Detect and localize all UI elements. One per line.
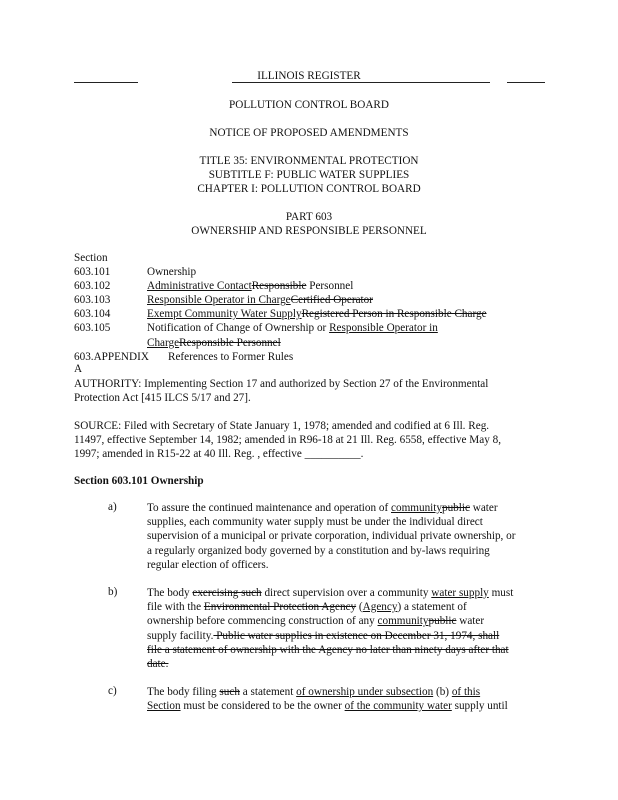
part-number: PART 603 — [285, 211, 333, 223]
toc-heading: Section — [74, 252, 108, 264]
toc-title-segment: Registered Person in Responsible Charge — [301, 308, 487, 321]
register-name: ILLINOIS REGISTER — [257, 70, 361, 82]
subsection-line — [147, 600, 547, 614]
text-segment: must — [488, 587, 514, 599]
text-segment: Environmental Protection Agency — [203, 601, 357, 614]
subsection-label: b) — [108, 586, 118, 598]
text-segment: supplies, each community water supply must be under the individual direct — [147, 516, 483, 529]
subsection-line — [147, 558, 547, 572]
text-segment: Section — [147, 700, 181, 713]
authority-line: AUTHORITY: Implementing Section 17 and authorized by Section 27 of the Environmental — [74, 378, 489, 390]
text-segment: The body — [147, 587, 193, 599]
subsection-label: a) — [108, 501, 117, 513]
toc-title-segment: Administrative Contact — [147, 280, 252, 293]
text-segment: supervision of a municipal or private corporation, individual private ownership, or — [147, 530, 516, 543]
toc-section-number: 603.102 — [74, 280, 111, 293]
toc-section-title — [147, 294, 373, 306]
text-segment: Agency — [362, 601, 398, 614]
toc-section-number: 603.101 — [74, 266, 111, 278]
text-segment: ( — [356, 601, 363, 614]
text-segment: must be considered to be the owner — [180, 700, 345, 713]
text-segment: Public water supplies in existence on December 31, 1974, shall — [213, 629, 500, 642]
toc-title-segment: Ownership — [147, 266, 197, 278]
text-segment: of the community water — [344, 700, 452, 713]
toc-title-segment: Exempt Community Water Supply — [147, 308, 302, 321]
subsection-line — [147, 501, 547, 515]
subtitle-line: SUBTITLE F: PUBLIC WATER SUPPLIES — [208, 169, 410, 181]
subsection-text — [147, 685, 547, 713]
subsection-line — [147, 643, 547, 657]
toc-title-segment: Personnel — [306, 280, 354, 293]
toc-section-number: 603.APPENDIX A — [74, 350, 149, 375]
toc-title-segment: Responsible Operator in Charge — [147, 294, 291, 307]
source-line: SOURCE: Filed with Secretary of State January 1, 1978; amended and codified at 6 Ill. Reg. — [74, 420, 490, 432]
source-note — [74, 419, 544, 462]
text-segment: a statement — [239, 686, 297, 698]
toc-section-number: 603.104 — [74, 308, 111, 321]
subsection-line — [147, 529, 547, 543]
authority-note — [74, 377, 544, 405]
subsection-text — [147, 586, 547, 671]
subsection-line — [147, 657, 547, 671]
subsection-line — [147, 629, 547, 643]
chapter-line: CHAPTER I: POLLUTION CONTROL BOARD — [197, 183, 421, 195]
text-segment: ownership before commencing construction of any — [147, 615, 378, 628]
toc-title-segment: Notification of Change of Ownership or — [147, 322, 330, 335]
toc-section-title — [168, 351, 293, 363]
toc-title-segment: Charge — [147, 336, 180, 349]
subsection-line — [147, 614, 547, 628]
toc-section-title — [147, 322, 438, 334]
toc-section-title — [147, 266, 196, 278]
text-segment: water — [469, 502, 498, 514]
text-segment: community — [391, 502, 442, 514]
toc-section-title — [147, 280, 353, 292]
header-rule-center — [232, 82, 490, 83]
section-heading: Section 603.101 Ownership — [74, 475, 204, 487]
toc-section-number: 603.105 — [74, 322, 111, 335]
toc-section-title — [147, 337, 281, 349]
toc-section-number: 603.103 — [74, 294, 111, 307]
text-segment: regular election of officers. — [147, 558, 269, 571]
subsection-line — [147, 515, 547, 529]
title-line: TITLE 35: ENVIRONMENTAL PROTECTION — [199, 155, 419, 167]
text-segment: exercising such — [192, 587, 262, 599]
subsection-line — [147, 699, 547, 713]
subsection-line — [147, 586, 547, 600]
text-segment: of this — [451, 686, 481, 698]
text-segment: direct supervision over a community — [261, 587, 432, 599]
source-line: 1997; amended in R15-22 at 40 Ill. Reg. , effective __________. — [74, 448, 364, 461]
text-segment: supply until — [451, 700, 508, 713]
toc-title-segment: References to Former Rules — [168, 350, 294, 363]
text-segment: community — [377, 615, 429, 628]
authority-line: Protection Act [415 ILCS 5/17 and 27]. — [74, 392, 251, 405]
text-segment: of ownership under subsection — [296, 686, 434, 698]
board-name: POLLUTION CONTROL BOARD — [229, 99, 389, 111]
subsection-line — [147, 544, 547, 558]
text-segment: water — [456, 615, 485, 628]
subsection-text — [147, 501, 547, 572]
text-segment: public — [428, 615, 457, 628]
text-segment: supply facility. — [147, 629, 214, 642]
source-line: 11497, effective September 14, 1982; amended in R96-18 at 21 Ill. Reg. 6558, effective May 8, — [74, 434, 501, 447]
text-segment: water supply — [431, 587, 489, 599]
text-segment: (b) — [433, 686, 452, 698]
toc-title-segment: Responsible Operator in — [329, 322, 438, 335]
text-segment: file with the — [147, 601, 204, 614]
text-segment: To assure the continued maintenance and operation of — [147, 502, 392, 514]
text-segment: file a statement of ownership with the Agency no later than ninety days after that — [147, 643, 509, 656]
text-segment: a regularly organized body governed by a constitution and by-laws requiring — [147, 544, 490, 557]
text-segment: date. — [147, 658, 169, 671]
header-rule-left — [74, 82, 138, 83]
toc-title-segment: Responsible — [251, 280, 307, 293]
part-name: OWNERSHIP AND RESPONSIBLE PERSONNEL — [191, 225, 427, 237]
text-segment: public — [441, 502, 470, 514]
text-segment: ) a statement of — [397, 601, 467, 614]
text-segment: such — [219, 686, 240, 698]
header-rule-right — [507, 82, 545, 83]
subsection-label: c) — [108, 685, 117, 697]
subsection-line — [147, 685, 547, 699]
text-segment: The body filing — [147, 686, 220, 698]
toc-section-title — [147, 308, 487, 320]
toc-title-segment: Responsible Personnel — [179, 336, 281, 349]
toc-title-segment: Certified Operator — [290, 294, 373, 307]
notice-title: NOTICE OF PROPOSED AMENDMENTS — [209, 127, 409, 139]
